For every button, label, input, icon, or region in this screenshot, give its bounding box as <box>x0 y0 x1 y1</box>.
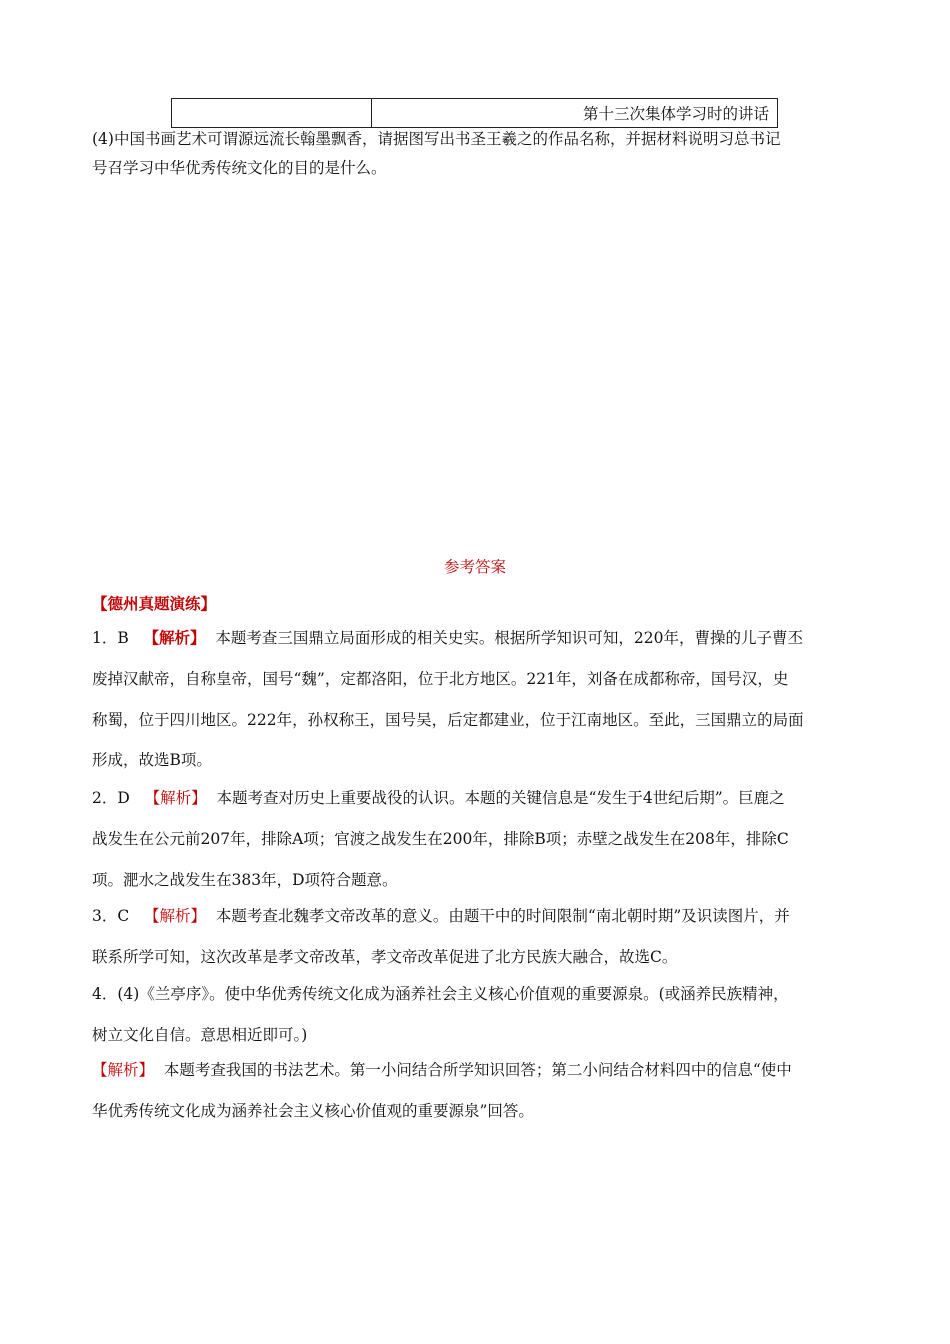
question-4-line-2: 号召学习中华优秀传统文化的目的是什么。 <box>92 159 387 177</box>
answer-1-line-4: 形成，故选B项。 <box>92 751 212 769</box>
table-fragment <box>171 98 778 128</box>
answer-num: 3．C <box>92 907 130 925</box>
final-analysis-line-2: 华优秀传统文化成为涵养社会主义核心价值观的重要源泉”回答。 <box>92 1102 534 1120</box>
analysis-tag: 【解析】 <box>144 789 207 807</box>
answer-text: (4)《兰亭序》。使中华优秀传统文化成为涵养社会主义核心价值观的重要源泉。(或涵养民族精神， <box>117 985 789 1003</box>
section-title: 【德州真题演练】 <box>92 594 217 613</box>
table-cell-left <box>172 99 372 127</box>
answer-3-line-2: 联系所学可知，这次改革是孝文帝改革，孝文帝改革促进了北方民族大融合，故选C。 <box>92 948 678 966</box>
analysis-tag: 【解析】 <box>143 628 206 647</box>
answer-3-line-1 <box>92 905 862 927</box>
table-cell-right <box>372 99 777 127</box>
table-cell-text: 第十三次集体学习时的讲话 <box>582 105 769 123</box>
answer-num: 1．B <box>92 629 129 647</box>
answer-1-line-3: 称蜀，位于四川地区。222年，孙权称王，国号吴，后定都建业，位于江南地区。至此，三国鼎立的局面 <box>92 711 804 729</box>
answer-num: 4． <box>92 985 118 1003</box>
answer-text: 本题考查北魏孝文帝改革的意义。由题干中的时间限制“南北朝时期”及识读图片，并 <box>215 907 790 925</box>
answer-4-line-1 <box>92 983 862 1005</box>
answer-num: 2．D <box>92 789 130 807</box>
answer-2-line-3: 项。淝水之战发生在383年，D项符合题意。 <box>92 871 398 889</box>
answer-text: 本题考查三国鼎立局面形成的相关史实。根据所学知识可知，220年，曹操的儿子曹丕 <box>215 629 804 647</box>
analysis-tag: 【解析】 <box>144 907 207 925</box>
analysis-text: 本题考查我国的书法艺术。第一小问结合所学知识回答；第二小问结合材料四中的信息“使中 <box>163 1061 792 1079</box>
answer-2-line-2: 战发生在公元前207年，排除A项；官渡之战发生在200年，排除B项；赤壁之战发生在208年，排除C <box>92 830 789 848</box>
answer-1-line-1 <box>92 627 862 649</box>
question-4-line-1: (4)中国书画艺术可谓源远流长翰墨飘香，请据图写出书圣王羲之的作品名称，并据材料说明习总书记 <box>92 130 781 148</box>
answer-2-line-1 <box>92 787 862 809</box>
answer-text: 本题考查对历史上重要战役的认识。本题的关键信息是“发生于4世纪后期”。巨鹿之 <box>216 789 785 807</box>
final-analysis-line-1 <box>92 1059 862 1081</box>
analysis-tag: 【解析】 <box>92 1061 155 1079</box>
answers-title: 参考答案 <box>443 558 506 576</box>
answer-1-line-2: 废掉汉献帝，自称皇帝，国号“魏”，定都洛阳，位于北方地区。221年，刘备在成都称帝，国号汉，史 <box>92 670 789 688</box>
answer-4-line-2: 树立文化自信。意思相近即可。) <box>92 1026 308 1044</box>
